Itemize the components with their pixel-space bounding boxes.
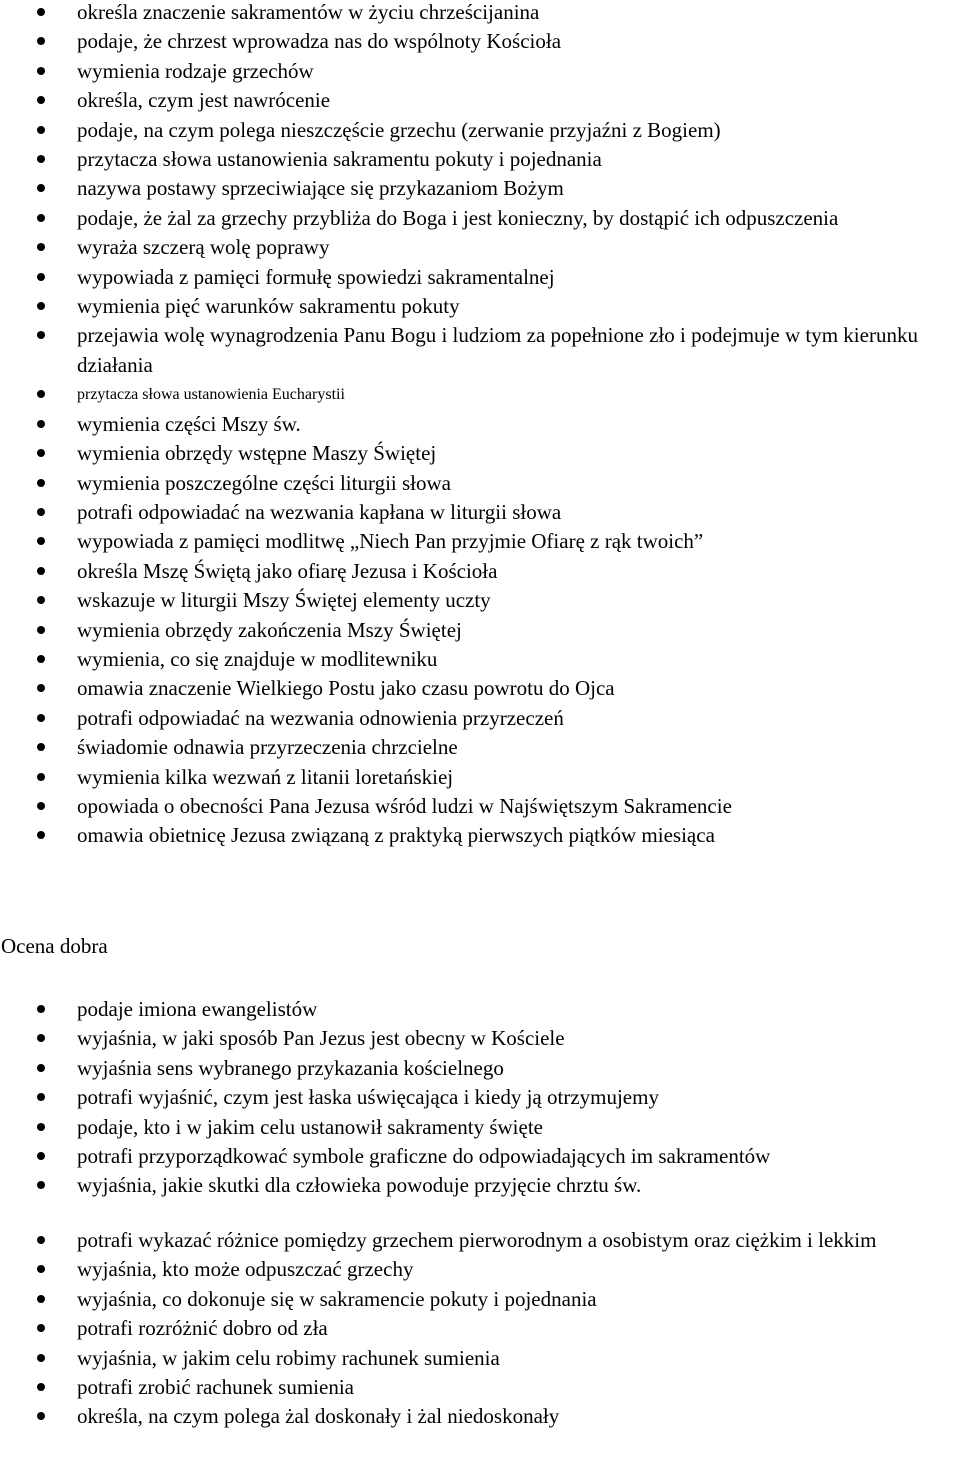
list-item-text: wskazuje w liturgii Mszy Świętej elementy uczty bbox=[77, 588, 491, 613]
list-item-text: nazywa postawy sprzeciwiające się przykazaniom Bożym bbox=[77, 176, 564, 201]
list-item bbox=[0, 321, 960, 380]
list-item bbox=[0, 263, 960, 292]
list-item-text: podaje, kto i w jakim celu ustanowił sakramenty święte bbox=[77, 1114, 543, 1139]
list-item-text: wypowiada z pamięci formułę spowiedzi sakramentalnej bbox=[77, 264, 555, 289]
bullet-icon bbox=[37, 626, 45, 634]
list-item bbox=[0, 204, 960, 233]
bullet-icon bbox=[37, 479, 45, 487]
bullet-icon bbox=[37, 96, 45, 104]
list-item-text: wyjaśnia, w jakim celu robimy rachunek sumienia bbox=[77, 1345, 500, 1370]
list-item bbox=[0, 645, 960, 674]
list-item bbox=[0, 616, 960, 645]
list-item bbox=[0, 557, 960, 586]
list-item-text: podaje imiona ewangelistów bbox=[77, 997, 318, 1021]
list-item bbox=[0, 1054, 960, 1083]
list-item bbox=[0, 821, 960, 850]
list-item-text: potrafi rozróżnić dobro od zła bbox=[77, 1316, 328, 1341]
list-item-text: wymienia, co się znajduje w modlitewniku bbox=[77, 646, 438, 671]
list-item-text: potrafi odpowiadać na wezwania kapłana w liturgii słowa bbox=[77, 499, 562, 524]
requirements-list-2 bbox=[0, 995, 960, 1201]
bullet-icon bbox=[37, 67, 45, 75]
list-item bbox=[0, 292, 960, 321]
list-item bbox=[0, 792, 960, 821]
list-item bbox=[0, 116, 960, 145]
list-item bbox=[0, 1024, 960, 1053]
bullet-icon bbox=[37, 302, 45, 310]
bullet-icon bbox=[37, 1152, 45, 1160]
bullet-icon bbox=[37, 1181, 45, 1189]
list-item bbox=[0, 1314, 960, 1343]
section-heading: Ocena dobra bbox=[1, 934, 108, 958]
list-item bbox=[0, 1113, 960, 1142]
list-item bbox=[0, 586, 960, 615]
list-item-text: wyjaśnia, jakie skutki dla człowieka powoduje przyjęcie chrztu św. bbox=[77, 1173, 642, 1198]
list-item-text: podaje, że żal za grzechy przybliża do Boga i jest konieczny, by dostąpić ich odpuszczenia bbox=[77, 205, 839, 230]
bullet-icon bbox=[37, 1236, 45, 1244]
list-item-text: podaje, że chrzest wprowadza nas do wspólnoty Kościoła bbox=[77, 29, 562, 54]
list-item-text: wymienia części Mszy św. bbox=[77, 411, 301, 436]
list-item-text: omawia znaczenie Wielkiego Postu jako czasu powrotu do Ojca bbox=[77, 676, 615, 701]
bullet-icon bbox=[37, 155, 45, 163]
list-item-text: wyjaśnia, w jaki sposób Pan Jezus jest obecny w Kościele bbox=[77, 1026, 565, 1051]
list-item bbox=[0, 1402, 960, 1431]
list-item-text: wyraża szczerą wolę poprawy bbox=[77, 235, 330, 260]
bullet-icon bbox=[37, 126, 45, 134]
bullet-icon bbox=[37, 1034, 45, 1042]
bullet-icon bbox=[37, 1123, 45, 1131]
bullet-icon bbox=[37, 390, 45, 398]
list-item-text: wyjaśnia, co dokonuje się w sakramencie pokuty i pojednania bbox=[77, 1286, 597, 1311]
list-item bbox=[0, 763, 960, 792]
list-item-text: przytacza słowa ustanowienia Eucharystii bbox=[77, 386, 345, 404]
bullet-icon bbox=[37, 802, 45, 810]
list-item-text: określa Mszę Świętą jako ofiarę Jezusa i Kościoła bbox=[77, 558, 498, 583]
list-item bbox=[0, 1226, 960, 1255]
list-item-text: potrafi wyjaśnić, czym jest łaska uświęcająca i kiedy ją otrzymujemy bbox=[77, 1085, 659, 1110]
list-item bbox=[0, 733, 960, 762]
list-item bbox=[0, 1083, 960, 1112]
list-item-text: potrafi wykazać różnice pomiędzy grzechem pierworodnym a osobistym oraz ciężkim i lekkim bbox=[77, 1228, 877, 1252]
list-item bbox=[0, 1373, 960, 1402]
list-item-text: potrafi odpowiadać na wezwania odnowienia przyrzeczeń bbox=[77, 705, 564, 730]
list-item-text: potrafi przyporządkować symbole graficzne do odpowiadających im sakramentów bbox=[77, 1144, 771, 1169]
list-item bbox=[0, 27, 960, 56]
bullet-icon bbox=[37, 508, 45, 516]
bullet-icon bbox=[37, 773, 45, 781]
bullet-icon bbox=[37, 1354, 45, 1362]
bullet-icon bbox=[37, 714, 45, 722]
bullet-icon bbox=[37, 8, 45, 16]
bullet-icon bbox=[37, 1093, 45, 1101]
list-item bbox=[0, 145, 960, 174]
list-item-text: określa, na czym polega żal doskonały i żal niedoskonały bbox=[77, 1404, 560, 1429]
bullet-icon bbox=[37, 420, 45, 428]
requirements-list-3 bbox=[0, 1226, 960, 1432]
bullet-icon bbox=[37, 655, 45, 663]
list-item-text: omawia obietnicę Jezusa związaną z praktyką pierwszych piątków miesiąca bbox=[77, 823, 715, 848]
bullet-icon bbox=[37, 596, 45, 604]
list-item bbox=[0, 0, 960, 27]
bullet-icon bbox=[37, 37, 45, 45]
list-item bbox=[0, 380, 960, 409]
list-item bbox=[0, 86, 960, 115]
list-item-text: określa, czym jest nawrócenie bbox=[77, 88, 331, 113]
bullet-icon bbox=[37, 184, 45, 192]
list-item bbox=[0, 439, 960, 468]
bullet-icon bbox=[37, 567, 45, 575]
list-item-text: podaje, na czym polega nieszczęście grzechu (zerwanie przyjaźni z Bogiem) bbox=[77, 117, 721, 142]
list-item-text: wymienia obrzędy zakończenia Mszy Świętej bbox=[77, 617, 462, 642]
list-item-text: przejawia wolę wynagrodzenia Panu Bogu i ludziom za popełnione zło i podejmuje w tym kierunku działania bbox=[77, 323, 918, 377]
bullet-icon bbox=[37, 449, 45, 457]
list-item bbox=[0, 995, 960, 1024]
list-item bbox=[0, 527, 960, 556]
list-item bbox=[0, 498, 960, 527]
bullet-icon bbox=[37, 214, 45, 222]
bullet-icon bbox=[37, 1383, 45, 1391]
bullet-icon bbox=[37, 1265, 45, 1273]
bullet-icon bbox=[37, 743, 45, 751]
list-item-text: świadomie odnawia przyrzeczenia chrzcielne bbox=[77, 735, 458, 760]
list-item bbox=[0, 410, 960, 439]
list-item bbox=[0, 1171, 960, 1200]
list-item bbox=[0, 174, 960, 203]
bullet-icon bbox=[37, 537, 45, 545]
bullet-icon bbox=[37, 684, 45, 692]
bullet-icon bbox=[37, 273, 45, 281]
list-item bbox=[0, 1344, 960, 1373]
list-item-text: wymienia rodzaje grzechów bbox=[77, 58, 314, 83]
bullet-icon bbox=[37, 243, 45, 251]
list-item-text: opowiada o obecności Pana Jezusa wśród ludzi w Najświętszym Sakramencie bbox=[77, 793, 732, 818]
list-item bbox=[0, 233, 960, 262]
list-item bbox=[0, 1285, 960, 1314]
bullet-icon bbox=[37, 1295, 45, 1303]
bullet-icon bbox=[37, 1064, 45, 1072]
bullet-icon bbox=[37, 831, 45, 839]
list-item-text: wyjaśnia, kto może odpuszczać grzechy bbox=[77, 1257, 414, 1282]
bullet-icon bbox=[37, 331, 45, 339]
list-item-text: określa znaczenie sakramentów w życiu chrześcijanina bbox=[77, 0, 540, 24]
list-item-text: wymienia poszczególne części liturgii słowa bbox=[77, 470, 451, 495]
list-item-text: wymienia pięć warunków sakramentu pokuty bbox=[77, 294, 460, 319]
list-item bbox=[0, 469, 960, 498]
list-item-text: wyjaśnia sens wybranego przykazania kościelnego bbox=[77, 1055, 504, 1080]
bullet-icon bbox=[37, 1005, 45, 1013]
list-item bbox=[0, 704, 960, 733]
bullet-icon bbox=[37, 1324, 45, 1332]
list-item bbox=[0, 57, 960, 86]
list-item-text: wymienia obrzędy wstępne Maszy Świętej bbox=[77, 441, 437, 466]
list-item-text: przytacza słowa ustanowienia sakramentu pokuty i pojednania bbox=[77, 147, 602, 172]
list-item bbox=[0, 1142, 960, 1171]
list-item bbox=[0, 1255, 960, 1284]
list-item-text: wypowiada z pamięci modlitwę „Niech Pan przyjmie Ofiarę z rąk twoich” bbox=[77, 529, 704, 554]
list-item bbox=[0, 674, 960, 703]
list-item-text: potrafi zrobić rachunek sumienia bbox=[77, 1375, 354, 1400]
list-item-text: wymienia kilka wezwań z litanii loretańskiej bbox=[77, 764, 454, 789]
bullet-icon bbox=[37, 1412, 45, 1420]
